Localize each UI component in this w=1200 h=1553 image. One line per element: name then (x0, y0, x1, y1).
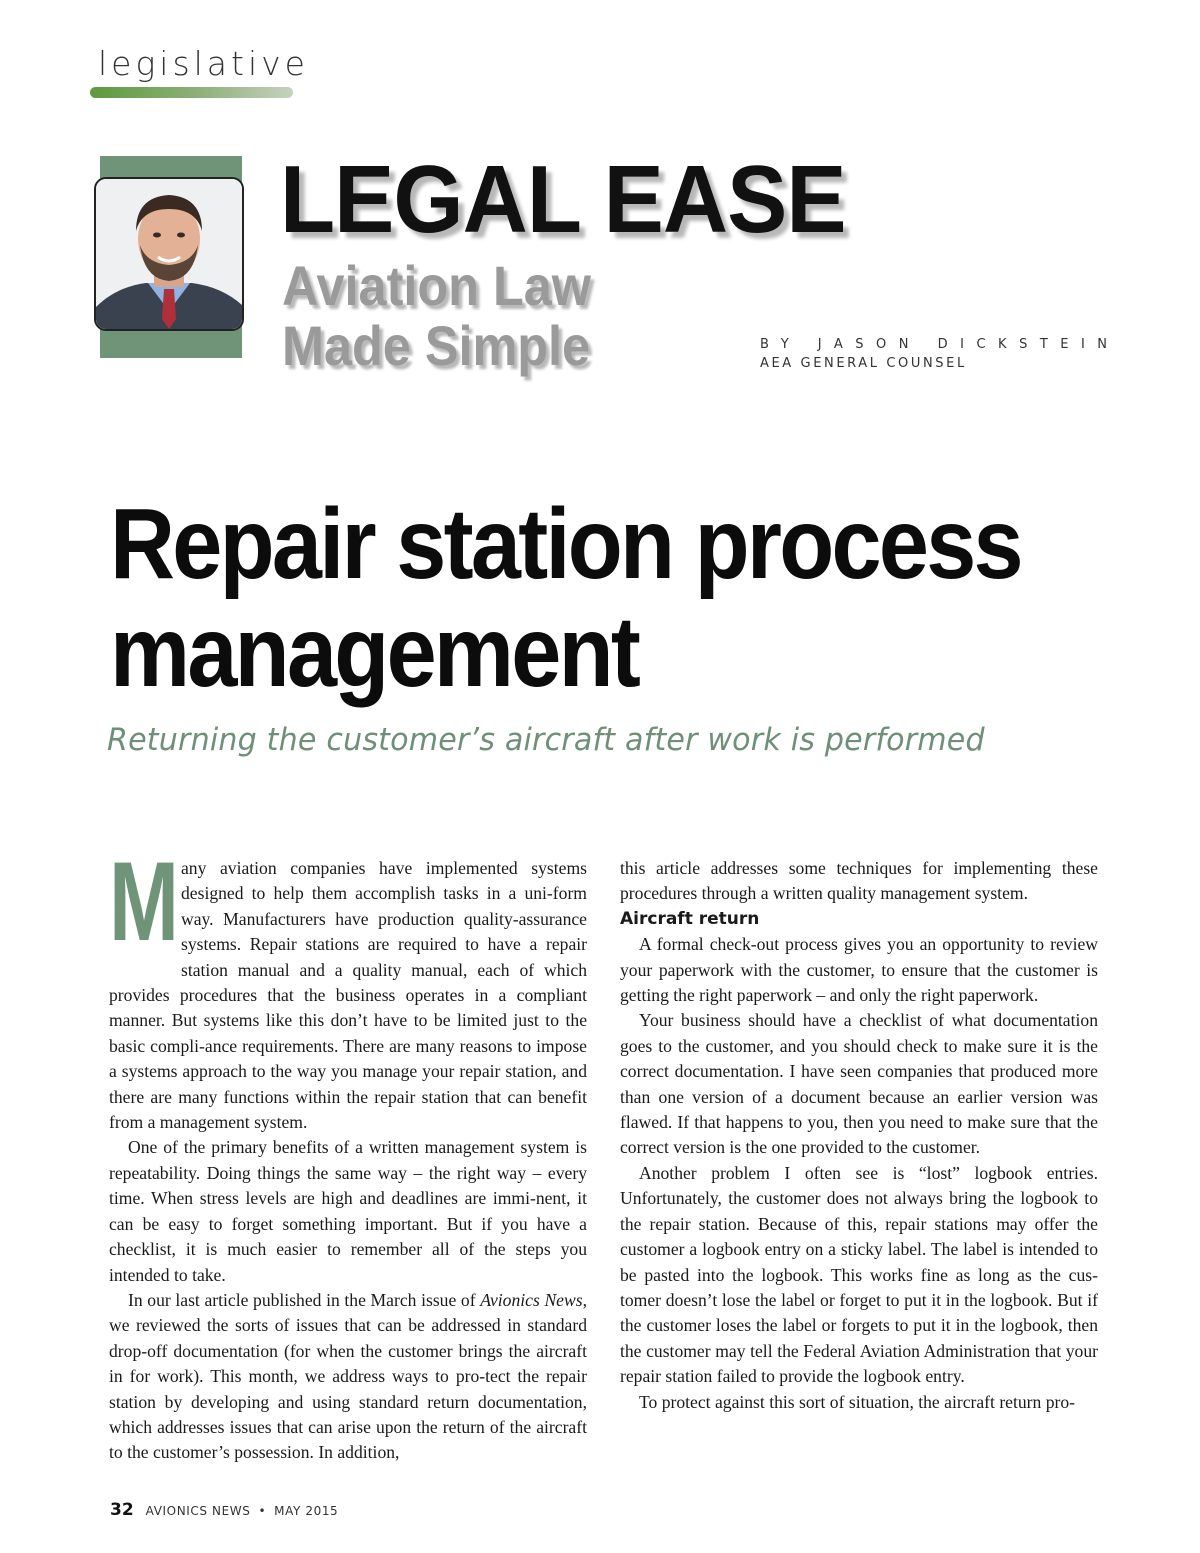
section-subhead: Aircraft return (620, 908, 760, 929)
paragraph: To protect against this sort of situation, the aircraft return pro- (639, 1391, 1076, 1412)
article-column-left (109, 839, 587, 1466)
column-subtitle (282, 256, 591, 376)
footer-date: MAY 2015 (274, 1504, 339, 1518)
article-deck: Returning the customer’s aircraft after work is performed (107, 722, 985, 758)
page-footer (110, 1500, 338, 1520)
author-photo (94, 177, 244, 331)
column-title: LEGAL EASE (280, 146, 846, 253)
article-column-right (620, 856, 1098, 1415)
page-number: 32 (110, 1500, 134, 1520)
footer-separator: • (258, 1504, 267, 1518)
paragraph: In our last article published in the March issue of Avionics News, we reviewed the sorts of issues that can be addressed in standard drop-off documentation (for when the customer brings the aircraft in for work). This month, we address ways to pro-tect the repair station by developing and using standard return documentation, which addresses issues that can arise upon the return of the aircraft to the customer’s possession. In addition, (109, 1289, 587, 1463)
byline (760, 335, 1120, 373)
section-underline-bar (90, 87, 293, 98)
section-label: legislative (98, 44, 309, 83)
column-subtitle-line-2: Made Simple (282, 314, 591, 377)
paragraph: Another problem I often see is “lost” logbook entries. Unfortunately, the customer does not always bring the logbook to the repair station. Because of this, repair stations may offer the customer a logbook entry on a sticky label. The label is intended to be pasted into the logbook. This works fine as long as the cus-tomer doesn’t lose the label or forget to put it in the logbook. But if the customer loses the label or forgets to put it in the logbook, then the customer may tell the Federal Aviation Administration that your repair station failed to provide the logbook entry. (620, 1162, 1098, 1387)
byline-role: AEA GENERAL COUNSEL (760, 356, 967, 371)
drop-cap: M (109, 839, 179, 964)
publication-reference: Avionics News (480, 1289, 583, 1310)
article-headline (110, 490, 1055, 706)
paragraph: One of the primary benefits of a written management system is repeatability. Doing things the same way – the right way – every time. When stress levels are high and deadlines are immi-nent, it can be easy to forget something important. But if you have a checklist, it is much easier to remember all of the steps you intended to take. (109, 1137, 587, 1285)
paragraph: A formal check-out process gives you an opportunity to review your paperwork with the customer, to ensure that the customer is getting the right paperwork – and only the right paperwork. (620, 934, 1098, 1006)
headline-line-2: management (110, 596, 639, 708)
paragraph: Many aviation companies have implemented systems designed to help them accomplish tasks in a uni-form way. Manufacturers have production quality-assurance systems. Repair stations are required to have a repair station manual and a quality manual, each of which provides procedures that the business operates in a compliant manner. But systems like this don’t have to be limited just to the basic compli-ance requirements. There are many reasons to impose a systems approach to the way you manage your repair station, and there are many functions within the repair station that can benefit from a management system. (109, 839, 587, 1133)
headline-line-1: Repair station process (110, 488, 1021, 600)
column-subtitle-line-1: Aviation Law (282, 254, 591, 317)
author-portrait-image (96, 179, 242, 329)
footer-publication: AVIONICS NEWS (145, 1504, 251, 1518)
paragraph: this article addresses some techniques for implementing these procedures through a written quality management system. (620, 858, 1098, 904)
paragraph: Your business should have a checklist of what documentation goes to the customer, and you should check to make sure it is the correct documentation. I have seen companies that produced more than one version of a document because an earlier version was flawed. If that happens to you, then you need to make sure that the correct version is the one provided to the customer. (620, 1010, 1098, 1158)
byline-author: BY JASON DICKSTEIN (760, 337, 1120, 352)
